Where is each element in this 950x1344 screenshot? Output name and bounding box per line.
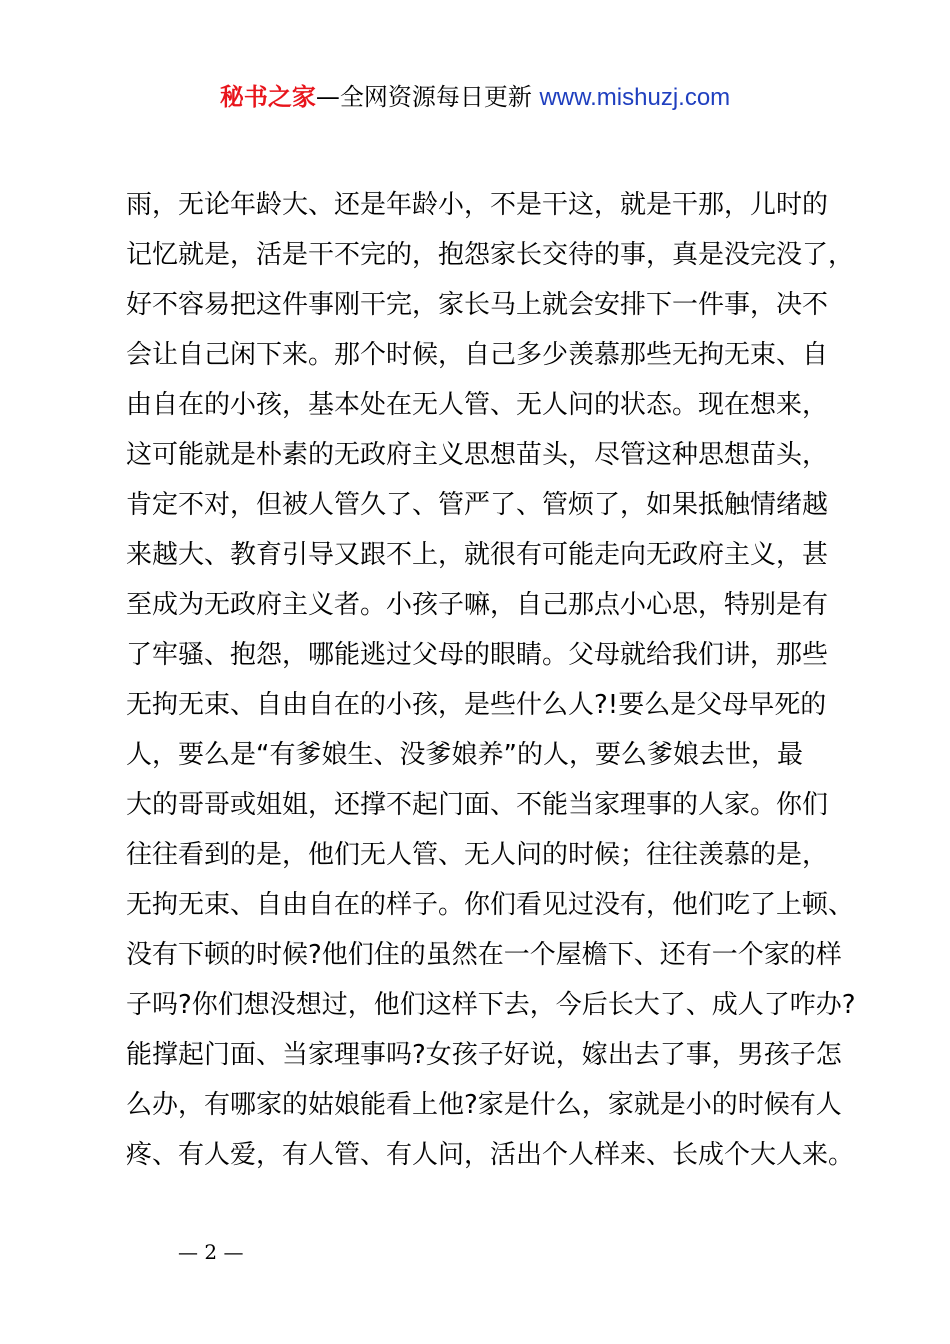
text-line: 这可能就是朴素的无政府主义思想苗头，尽管这种思想苗头， bbox=[126, 440, 829, 470]
text-line: 没有下顿的时候?他们住的虽然在一个屋檐下、还有一个家的样 bbox=[126, 940, 842, 970]
text-line: 无拘无束、自由自在的样子。你们看见过没有，他们吃了上顿、 bbox=[126, 890, 855, 920]
text-line: 大的哥哥或姐姐，还撑不起门面、不能当家理事的人家。你们 bbox=[126, 790, 829, 820]
text-line: 会让自己闲下来。那个时候，自己多少羡慕那些无拘无束、自 bbox=[126, 340, 829, 370]
text-line: 好不容易把这件事刚干完，家长马上就会安排下一件事，决不 bbox=[126, 290, 829, 320]
text-line: 肯定不对，但被人管久了、管严了、管烦了，如果抵触情绪越 bbox=[126, 490, 829, 520]
text-line: 能撑起门面、当家理事吗?女孩子好说，嫁出去了事，男孩子怎 bbox=[126, 1040, 842, 1070]
page-number: — 2 — bbox=[178, 1240, 244, 1264]
header-tagline: —全网资源每日更新 bbox=[315, 83, 540, 111]
text-line: 人，要么是“有爹娘生、没爹娘养”的人，要么爹娘去世，最 bbox=[126, 740, 803, 770]
text-line: 疼、有人爱，有人管、有人问，活出个人样来、长成个大人来。 bbox=[126, 1140, 855, 1170]
text-line: 来越大、教育引导又跟不上，就很有可能走向无政府主义，甚 bbox=[126, 540, 829, 570]
text-line: 雨，无论年龄大、还是年龄小，不是干这，就是干那，儿时的 bbox=[126, 190, 829, 220]
text-line: 了牢骚、抱怨，哪能逃过父母的眼睛。父母就给我们讲，那些 bbox=[126, 640, 829, 670]
body-text bbox=[126, 180, 866, 1180]
text-line: 无拘无束、自由自在的小孩，是些什么人?!要么是父母早死的 bbox=[126, 690, 827, 720]
text-line: 至成为无政府主义者。小孩子嘛，自己那点小心思，特别是有 bbox=[126, 590, 829, 620]
text-line: 由自在的小孩，基本处在无人管、无人问的状态。现在想来， bbox=[126, 390, 829, 420]
text-line: 记忆就是，活是干不完的，抱怨家长交待的事，真是没完没了， bbox=[126, 240, 855, 270]
page-header bbox=[0, 80, 950, 115]
text-line: 往往看到的是，他们无人管、无人问的时候；往往羡慕的是， bbox=[126, 840, 829, 870]
site-url[interactable]: www.mishuzj.com bbox=[539, 84, 731, 111]
text-line: 子吗?你们想没想过，他们这样下去，今后长大了、成人了咋办? bbox=[126, 990, 856, 1020]
brand-name: 秘书之家 bbox=[219, 83, 316, 111]
text-line: 么办，有哪家的姑娘能看上他?家是什么，家就是小的时候有人 bbox=[126, 1090, 842, 1120]
